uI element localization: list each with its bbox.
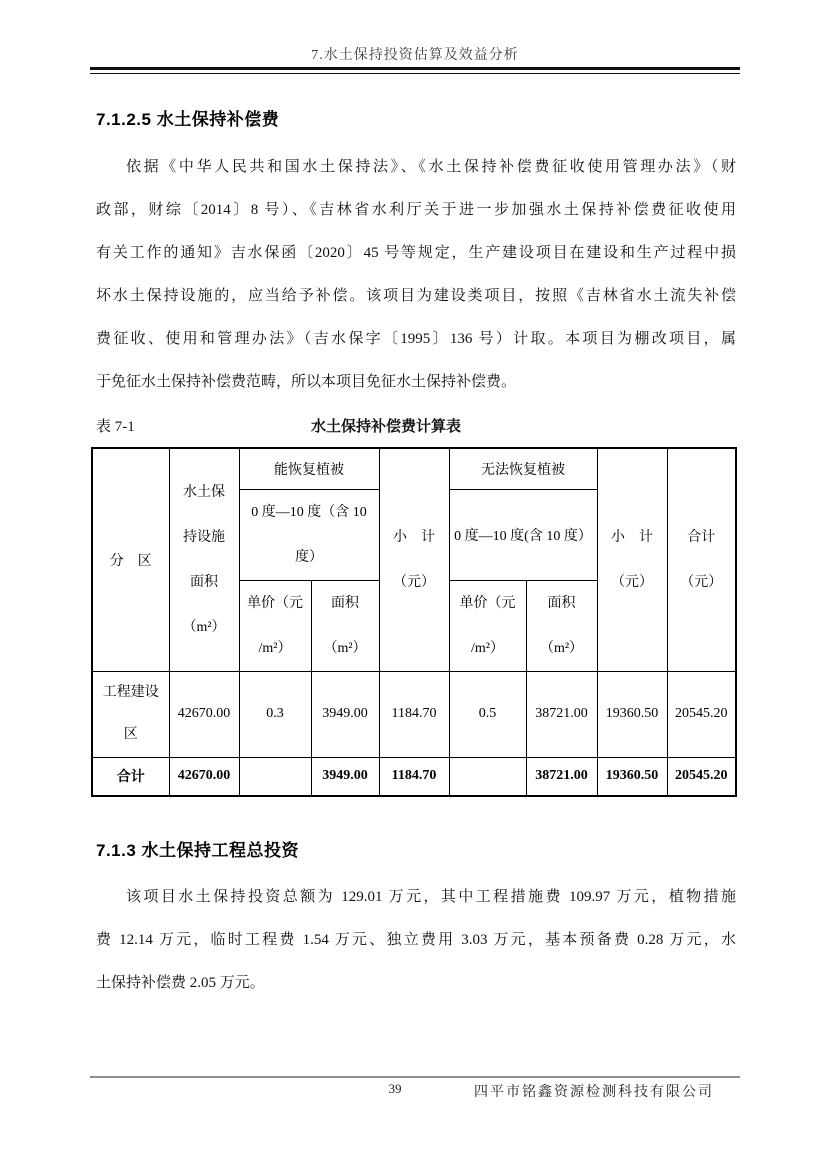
paragraph-line: 政部，财综〔2014〕8 号）、《吉林省水利厅关于进一步加强水土保持补偿费征收使用: [96, 202, 736, 218]
th-area-line: 面积: [547, 595, 576, 611]
cell-zone: [92, 671, 169, 757]
th-slope-range-line: 0 度—10 度（含 10: [251, 504, 367, 520]
th-subtotal-line: （元）: [611, 574, 653, 590]
th-slope-range-1: [239, 489, 379, 580]
cell-zone-line: 区: [123, 727, 138, 742]
th-zone-label: 分 区: [109, 553, 152, 569]
th-subtotal-2: [597, 448, 667, 671]
paragraph-compensation-fee: [96, 146, 736, 404]
th-zone: [92, 448, 169, 671]
th-unit-price-2: [449, 580, 526, 671]
th-facility-area-line: 水土保: [183, 484, 225, 500]
paragraph-line: 费征收、使用和管理办法》（吉水保字〔1995〕136 号）计取。本项目为棚改项目，属: [96, 331, 736, 347]
cell-price-2: [449, 757, 526, 796]
cell-area-2: 38721.00: [526, 757, 597, 796]
paragraph-line: 有关工作的通知》吉水保函〔2020〕45 号等规定，生产建设项目在建设和生产过程中损: [96, 245, 736, 261]
cell-total: 20545.20: [667, 671, 736, 757]
th-unit-price-line: 单价（元: [459, 595, 516, 611]
cell-subtotal-2: 19360.50: [597, 757, 667, 796]
th-unit-price-line: 单价（元: [247, 595, 303, 611]
th-grand-total-line: 合计: [687, 529, 716, 545]
cell-zone-line: 工程建设: [102, 685, 159, 700]
th-subtotal-line: 小 计: [393, 529, 435, 545]
th-subtotal-1: [379, 448, 449, 671]
compensation-fee-table: [91, 447, 737, 797]
cell-total: 20545.20: [667, 757, 736, 796]
th-area-1: [311, 580, 379, 671]
th-grand-total-line: （元）: [680, 574, 723, 590]
th-unit-price-1: [239, 580, 311, 671]
th-facility-area-line: 持设施: [183, 529, 225, 545]
th-group-unrecoverable: 无法恢复植被: [449, 448, 597, 489]
cell-price-2: 0.5: [449, 671, 526, 757]
footer-company-name: 四平市铭鑫资源检测科技有限公司: [474, 1085, 714, 1100]
th-facility-area-line: 面积: [190, 574, 218, 590]
th-grand-total: [667, 448, 736, 671]
page-footer: [90, 1081, 740, 1103]
th-subtotal-line: 小 计: [611, 529, 653, 545]
cell-zone-total: 合计: [92, 757, 169, 796]
paragraph-line: 费 12.14 万元，临时工程费 1.54 万元、独立费用 3.03 万元，基本预备费 0.28 万元，水: [96, 932, 736, 948]
th-group-recoverable: 能恢复植被: [239, 448, 379, 489]
table-label: 表 7-1: [96, 419, 135, 435]
cell-area: 42670.00: [169, 671, 239, 757]
paragraph-line: 依据《中华人民共和国水土保持法》、《水土保持补偿费征收使用管理办法》（财: [126, 159, 736, 175]
paragraph-line: 土保持补偿费 2.05 万元。: [96, 975, 265, 991]
th-facility-area-line: （m²）: [182, 619, 226, 635]
th-unit-price-line: /m²）: [258, 640, 292, 656]
th-subtotal-line: （元）: [393, 574, 435, 590]
cell-area-1: 3949.00: [311, 671, 379, 757]
table-caption: [96, 415, 736, 439]
paragraph-line: 该项目水土保持投资总额为 129.01 万元，其中工程措施费 109.97 万元，植物措施: [126, 889, 736, 905]
table-row: [92, 671, 736, 757]
table-total-row: [92, 757, 736, 796]
th-slope-range-2: 0 度—10 度(含 10 度）: [449, 489, 597, 580]
th-area-2: [526, 580, 597, 671]
section-heading-713: 7.1.3 水土保持工程总投资: [96, 841, 300, 860]
cell-subtotal-2: 19360.50: [597, 671, 667, 757]
cell-area: 42670.00: [169, 757, 239, 796]
th-facility-area: [169, 448, 239, 671]
section-heading-7125: 7.1.2.5 水土保持补偿费: [96, 110, 280, 129]
cell-area-1: 3949.00: [311, 757, 379, 796]
th-unit-price-line: /m²）: [471, 640, 504, 656]
cell-price-1: [239, 757, 311, 796]
page-header-title: 7.水土保持投资估算及效益分析: [311, 48, 519, 63]
page-number: 39: [388, 1081, 402, 1096]
th-area-line: （m²）: [323, 640, 367, 656]
paragraph-line: 坏水土保持设施的，应当给予补偿。该项目为建设类项目，按照《吉林省水土流失补偿: [96, 288, 736, 304]
cell-subtotal-1: 1184.70: [379, 671, 449, 757]
header-double-rule: [90, 67, 740, 74]
th-area-line: 面积: [331, 595, 359, 611]
paragraph-line: 于免征水土保持补偿费范畴，所以本项目免征水土保持补偿费。: [96, 374, 517, 390]
table-title: 水土保持补偿费计算表: [310, 419, 461, 435]
cell-area-2: 38721.00: [526, 671, 597, 757]
paragraph-total-investment: [96, 876, 736, 1005]
cell-price-1: 0.3: [239, 671, 311, 757]
cell-subtotal-1: 1184.70: [379, 757, 449, 796]
th-slope-range-line: 度）: [295, 549, 323, 565]
th-area-line: （m²）: [539, 640, 584, 656]
footer-rule: [90, 1076, 740, 1078]
